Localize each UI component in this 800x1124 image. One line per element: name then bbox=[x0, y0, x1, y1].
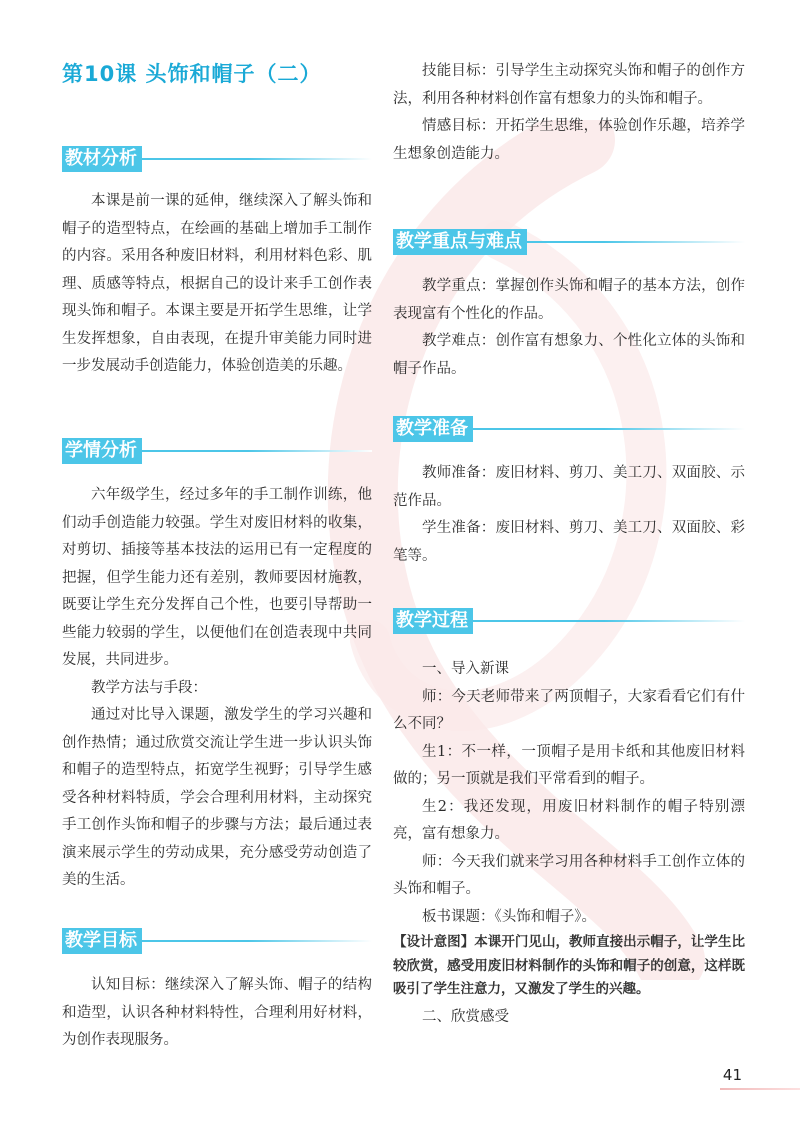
paragraph: 生2：我还发现，用废旧材料制作的帽子特别漂亮，富有想象力。 bbox=[393, 798, 745, 842]
section-label: 教学准备 bbox=[393, 416, 473, 442]
section-label: 学情分析 bbox=[62, 438, 142, 464]
paragraph: 技能目标：引导学生主动探究头饰和帽子的创作方法，利用各种材料创作富有想象力的头饰和帽子。 bbox=[393, 63, 745, 107]
section-preparation bbox=[393, 416, 745, 570]
paragraph: 生1：不一样，一顶帽子是用卡纸和其他废旧材料做的；另一顶就是我们平常看到的帽子。 bbox=[393, 743, 745, 787]
section-heading bbox=[393, 416, 745, 442]
section-focus-difficulty bbox=[393, 229, 745, 383]
section-material-analysis bbox=[62, 146, 372, 381]
section-label: 教学目标 bbox=[62, 928, 142, 954]
paragraph: 六年级学生，经过多年的手工制作训练，他们动手创造能力较强。学生对废旧材料的收集，对剪切、插接等基本技法的运用已有一定程度的把握，但学生能力还有差别，教师要因材施教，既要让学生充分发挥自己个性，也要引导帮助一些能力较弱的学生，以便他们在创造表现中共同发展，共同进步。 bbox=[62, 487, 372, 668]
paragraph: 教学方法与手段： bbox=[91, 679, 207, 696]
paragraph: 师：今天我们就来学习用各种材料手工创作立体的头饰和帽子。 bbox=[393, 853, 745, 897]
section-heading bbox=[393, 229, 745, 255]
section-heading bbox=[62, 146, 372, 172]
section-heading bbox=[62, 928, 372, 954]
paragraph: 认知目标：继续深入了解头饰、帽子的结构和造型，认识各种材料特性，合理利用好材料，为创作表现服务。 bbox=[62, 977, 372, 1048]
lesson-title: 第10课 头饰和帽子（二） bbox=[62, 62, 322, 86]
paragraph: 一、导入新课 bbox=[422, 661, 509, 677]
paragraph: 教学重点：掌握创作头饰和帽子的基本方法，创作表现富有个性化的作品。 bbox=[393, 278, 745, 322]
section-heading bbox=[393, 608, 745, 634]
paragraph: 教学难点：创作富有想象力、个性化立体的头饰和帽子作品。 bbox=[393, 333, 745, 377]
section-teaching-process bbox=[393, 608, 745, 1031]
paragraph: 通过对比导入课题，激发学生的学习兴趣和创作热情；通过欣赏交流让学生进一步认识头饰和帽子的造型特点，拓宽学生视野；引导学生感受各种材料特质，学会合理利用材料，主动探究手工创作头饰和帽子的步骤与方法；最后通过表演来展示学生的劳动成果，充分感受劳动创造了美的生活。 bbox=[62, 707, 372, 888]
paragraph: 师：今天老师带来了两顶帽子，大家看看它们有什么不同？ bbox=[393, 688, 745, 732]
section-label: 教学过程 bbox=[393, 608, 473, 634]
paragraph: 学生准备：废旧材料、剪刀、美工刀、双面胶、彩笔等。 bbox=[393, 520, 745, 564]
design-note: 【设计意图】本课开门见山，教师直接出示帽子，让学生比较欣赏，感受用废旧材料制作的头饰和帽子的创意，这样既吸引了学生注意力，又激发了学生的兴趣。 bbox=[393, 934, 745, 997]
section-teaching-goals bbox=[62, 928, 372, 1055]
paragraph: 板书课题：《头饰和帽子》。 bbox=[422, 908, 596, 925]
section-label: 教材分析 bbox=[62, 146, 142, 172]
section-goals-continued bbox=[393, 58, 745, 168]
paragraph: 本课是前一课的延伸，继续深入了解头饰和帽子的造型特点，在绘画的基础上增加手工制作的内容。采用各种废旧材料，利用材料色彩、肌理、质感等特点，根据自己的设计来手工创作表现头饰和帽子。本课主要是开拓学生思维，让学生发挥想象，自由表现，在提升审美能力同时进一步发展动手创造能力，体验创造美的乐趣。 bbox=[62, 193, 372, 374]
section-label: 教学重点与难点 bbox=[393, 229, 527, 255]
section-student-analysis bbox=[62, 438, 372, 895]
paragraph: 教师准备：废旧材料、剪刀、美工刀、双面胶、示范作品。 bbox=[393, 465, 745, 509]
paragraph: 情感目标：开拓学生思维，体验创作乐趣，培养学生想象创造能力。 bbox=[393, 118, 745, 162]
page-number: 41 bbox=[722, 1066, 742, 1084]
footer-rule bbox=[720, 1088, 800, 1090]
paragraph: 二、欣赏感受 bbox=[422, 1008, 509, 1025]
section-heading bbox=[62, 438, 372, 464]
